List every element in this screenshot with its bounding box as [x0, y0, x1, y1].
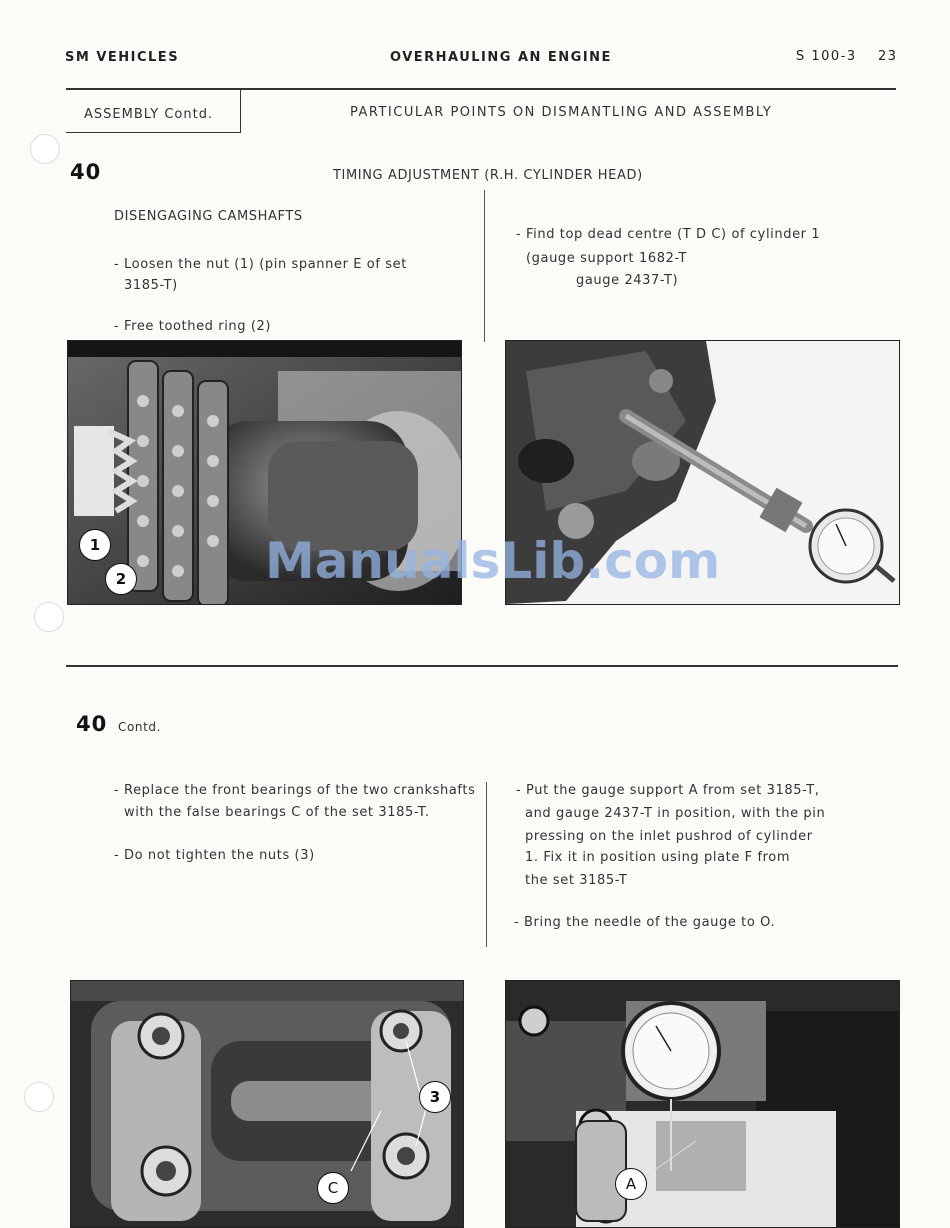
step-text: - Loosen the nut (1) (pin spanner E of set: [114, 257, 407, 272]
step-text: and gauge 2437-T in position, with the pin: [525, 806, 826, 821]
callout-1: 1: [79, 529, 111, 561]
section-title: TIMING ADJUSTMENT (R.H. CYLINDER HEAD): [333, 168, 643, 183]
header-vehicle: SM VEHICLES: [65, 50, 180, 65]
photo-gauge-support-art: [506, 981, 899, 1227]
step-text: - Find top dead centre (T D C) of cylinder 1: [516, 227, 821, 242]
subheader-title: PARTICULAR POINTS ON DISMANTLING AND ASSEMBLY: [350, 105, 773, 120]
step-text: gauge 2437-T): [576, 273, 679, 288]
binder-hole: [30, 134, 60, 164]
step-text: - Bring the needle of the gauge to O.: [514, 915, 776, 930]
column-divider: [484, 190, 485, 342]
photo-false-bearings-art: [71, 981, 463, 1227]
photo-false-bearings: [70, 980, 464, 1228]
column-divider: [486, 782, 487, 947]
callout-2: 2: [105, 563, 137, 595]
step-text: pressing on the inlet pushrod of cylinder: [525, 829, 813, 844]
step-text: 3185-T): [124, 278, 178, 293]
photo-gauge-support: [505, 980, 900, 1228]
assembly-label: ASSEMBLY Contd.: [84, 107, 214, 122]
callout-3: 3: [419, 1081, 451, 1113]
header-title: OVERHAULING AN ENGINE: [390, 50, 612, 65]
step-text: 1. Fix it in position using plate F from: [525, 850, 791, 865]
watermark: ManualsLib.com: [265, 532, 721, 590]
page-number: 23: [878, 49, 898, 64]
binder-hole: [24, 1082, 54, 1112]
section-number: 40: [76, 712, 108, 736]
header-code: S 100-3: [796, 49, 857, 64]
step-text: the set 3185-T: [525, 873, 628, 888]
step-text: - Free toothed ring (2): [114, 319, 272, 334]
callout-c: C: [317, 1172, 349, 1204]
section-number: 40: [70, 160, 102, 184]
left-heading: DISENGAGING CAMSHAFTS: [114, 209, 303, 224]
step-text: - Replace the front bearings of the two crankshafts: [114, 783, 476, 798]
contd-label: Contd.: [118, 720, 162, 734]
step-text: with the false bearings C of the set 3185-T.: [124, 805, 430, 820]
step-text: - Put the gauge support A from set 3185-T,: [516, 783, 820, 798]
callout-a: A: [615, 1168, 647, 1200]
binder-hole: [34, 602, 64, 632]
step-text: - Do not tighten the nuts (3): [114, 848, 315, 863]
assembly-box: [66, 90, 241, 133]
section-rule: [66, 665, 898, 667]
step-text: (gauge support 1682-T: [526, 251, 688, 266]
